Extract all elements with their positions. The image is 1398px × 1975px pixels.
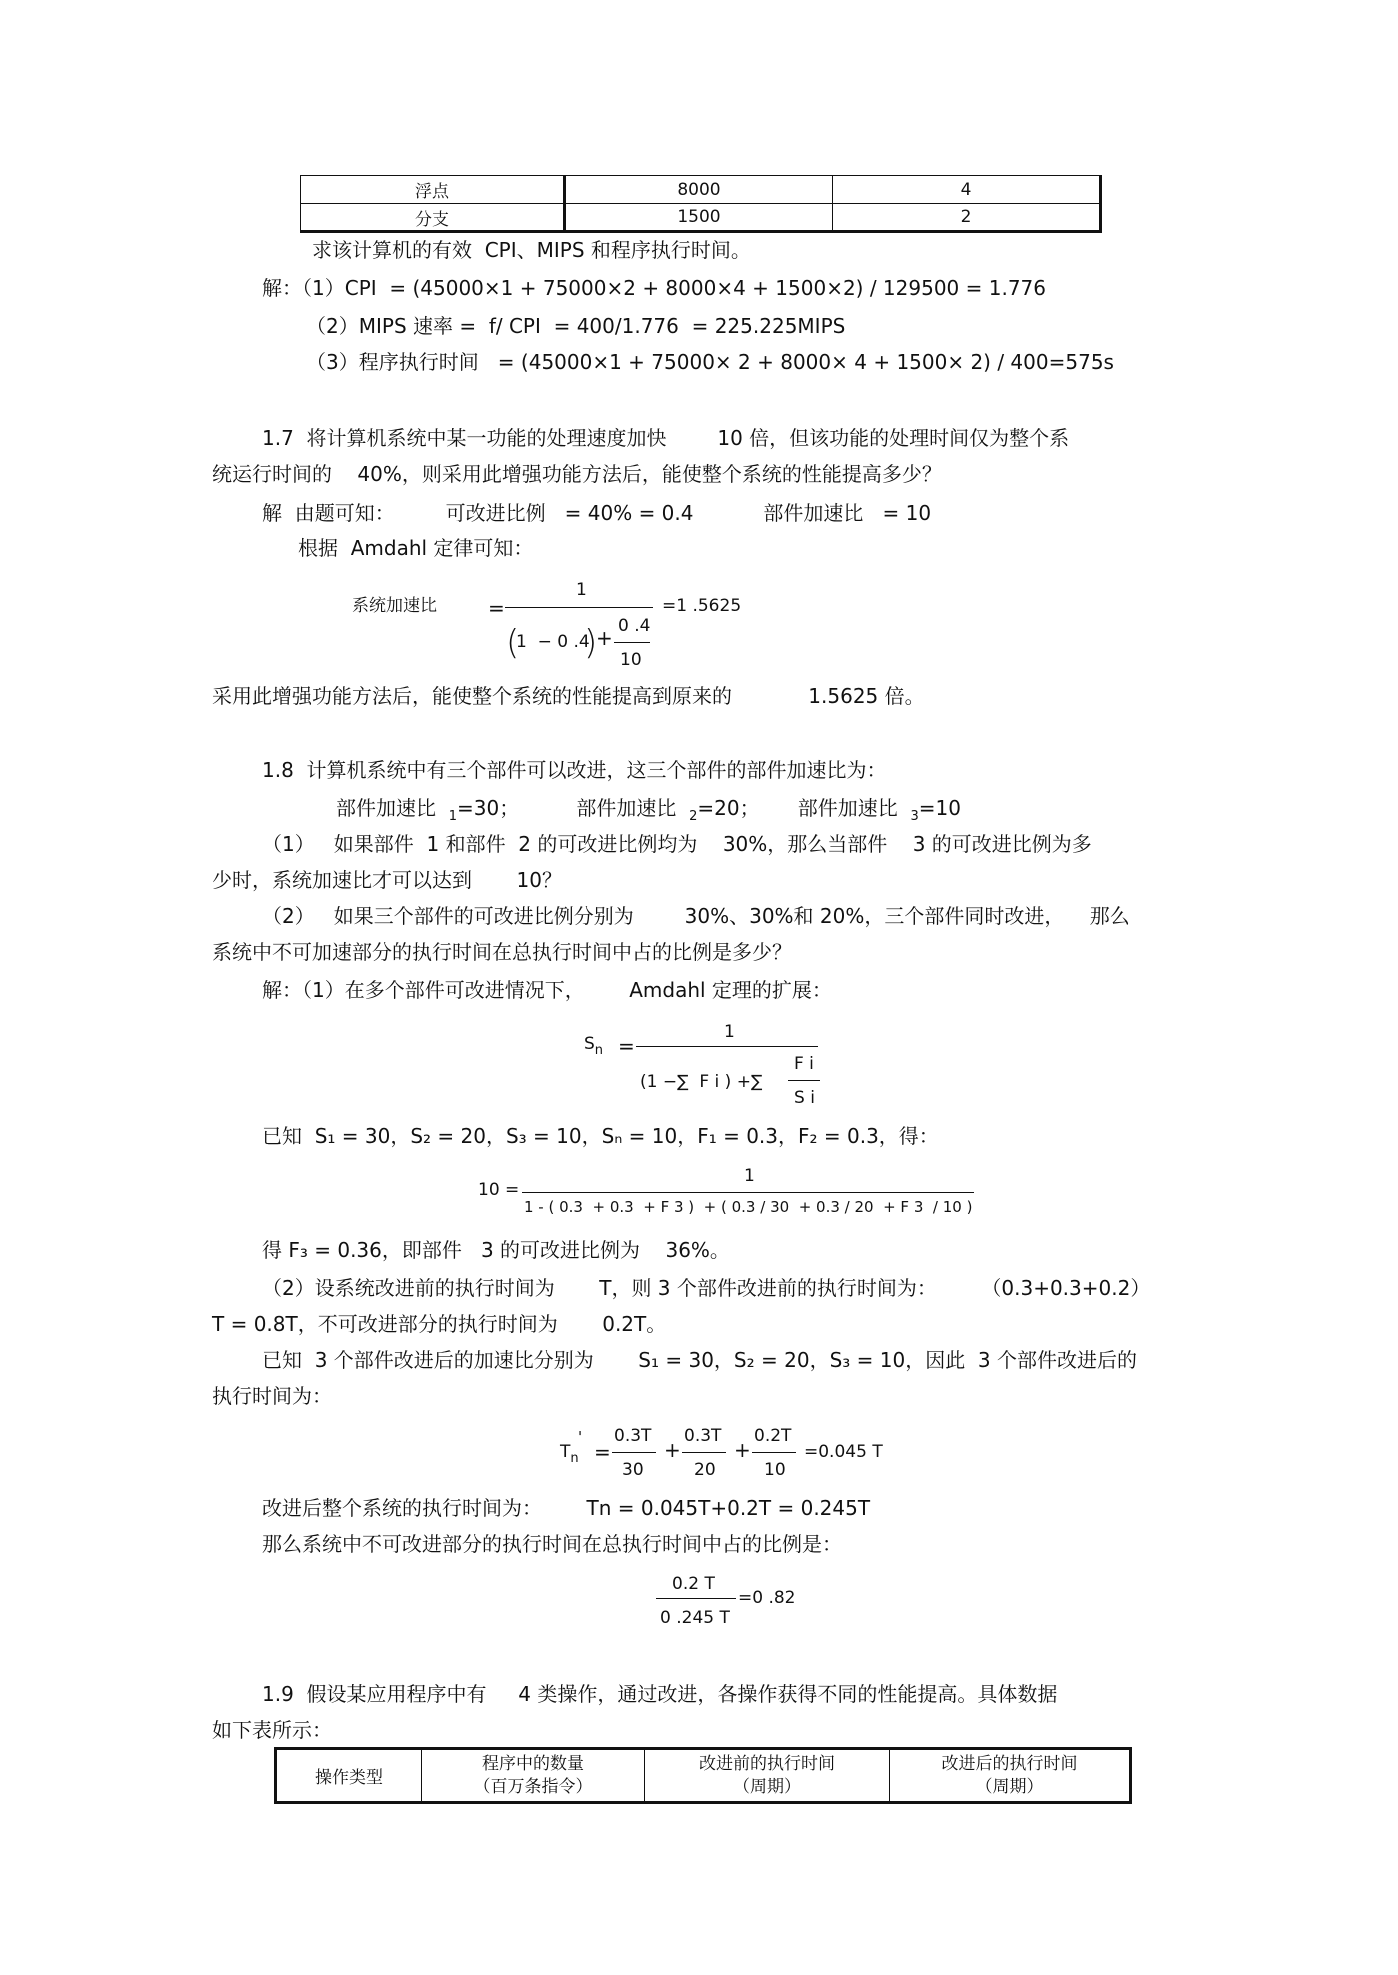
- instruction-mix-table: [300, 175, 1102, 233]
- ratio-result: =0 .82: [738, 1588, 796, 1608]
- total-exec-time: 改进后整个系统的执行时间为： Tn = 0.045T+0.2T = 0.245T: [262, 1496, 871, 1520]
- formula-label: 系统加速比: [352, 596, 437, 616]
- operations-table: [274, 1747, 1132, 1804]
- tn-fraction1-den: 30: [622, 1460, 644, 1480]
- table-cell: 1500: [565, 204, 833, 232]
- header-after: 改进后的执行时间 （周期）: [890, 1749, 1131, 1803]
- tn-plus: +: [664, 1438, 681, 1462]
- table-cell: 8000: [565, 176, 833, 204]
- f3-result: 得 F₃ = 0.36，即部件 3 的可改进比例为 36%。: [262, 1238, 730, 1262]
- tn-plus: +: [734, 1438, 751, 1462]
- part2-exec-time-label: 执行时间为：: [212, 1384, 332, 1408]
- part2-setup: （2）设系统改进前的执行时间为 T，则 3 个部件改进前的执行时间为： （0.3+0.3+0.2）: [262, 1276, 1151, 1300]
- table-cell: 分支: [301, 204, 565, 232]
- question-1-8-line1: 1.8 计算机系统中有三个部件可以改进，这三个部件的部件加速比为：: [262, 758, 887, 782]
- answer-mips: （2）MIPS 速率 = f/ CPI = 400/1.776 = 225.225MIPS: [306, 314, 846, 338]
- fraction-bar: [636, 1046, 818, 1047]
- answer-cpi: 解：（1）CPI = (45000×1 + 75000×2 + 8000×4 + 1500×2) / 129500 = 1.776: [262, 276, 1047, 300]
- sn-denominator: (1 −∑ F i ) +∑: [640, 1072, 763, 1092]
- tn-fraction1-num: 0.3T: [614, 1426, 652, 1446]
- question-1-8-part2b: 系统中不可加速部分的执行时间在总执行时间中占的比例是多少？: [212, 940, 792, 964]
- table-cell: 4: [833, 176, 1101, 204]
- fraction-bar: [612, 1452, 656, 1453]
- fraction-bar: [614, 642, 650, 643]
- component-speedups: 部件加速比 $_1$=30； 部件加速比 $_2$=20； 部件加速比 $_3$=10: [336, 796, 961, 824]
- fraction-bar: [788, 1080, 820, 1081]
- table-cell: 2: [833, 204, 1101, 232]
- solution-1-8-intro: 解：（1）在多个部件可改进情况下， Amdahl 定理的扩展：: [262, 978, 832, 1002]
- question-1-7-line2: 统运行时间的 40%，则采用此增强功能方法后，能使整个系统的性能提高多少？: [212, 462, 942, 486]
- answer-exec-time: （3）程序执行时间 = (45000×1 + 75000× 2 + 8000× 4 + 1500× 2) / 400=575s: [306, 350, 1114, 374]
- table-header-row: [276, 1749, 1131, 1803]
- tn-label: $T_n$: [560, 1442, 579, 1466]
- question-text: 求该计算机的有效 CPI、MIPS 和程序执行时间。: [312, 238, 751, 262]
- solution-given: 解 由题可知： 可改进比例 = 40% = 0.4 部件加速比 = 10: [262, 501, 932, 525]
- formula-sub-denominator: 10: [620, 650, 642, 670]
- question-1-9-line1: 1.9 假设某应用程序中有 4 类操作，通过改进，各操作获得不同的性能提高。具体数据: [262, 1682, 1058, 1706]
- tn-equals: =: [594, 1440, 611, 1464]
- part2-speedups: 已知 3 个部件改进后的加速比分别为 S₁ = 30，S₂ = 20，S₃ = 10，因此 3 个部件改进后的: [262, 1348, 1137, 1372]
- formula-equals: =: [488, 596, 505, 620]
- ratio-question: 那么系统中不可改进部分的执行时间在总执行时间中占的比例是：: [262, 1532, 842, 1556]
- formula-plus: +: [596, 626, 613, 650]
- header-count: 程序中的数量 （百万条指令）: [422, 1749, 645, 1803]
- fraction-bar: [682, 1452, 726, 1453]
- tn-fraction3-den: 10: [764, 1460, 786, 1480]
- paren-right: ): [584, 623, 598, 663]
- question-1-9-line2: 如下表所示：: [212, 1718, 332, 1742]
- header-op-type: 操作类型: [276, 1749, 422, 1803]
- fraction-bar: [522, 1192, 974, 1193]
- formula-result: =1 .5625: [662, 596, 742, 616]
- sn-si: S i: [794, 1088, 815, 1108]
- known-values: 已知 S₁ = 30，S₂ = 20，S₃ = 10，Sₙ = 10，F₁ = 0.3，F₂ = 0.3，得：: [262, 1124, 939, 1148]
- question-1-8-part2a: （2） 如果三个部件的可改进比例分别为 30%、30%和 20%，三个部件同时改进， 那么: [262, 904, 1130, 928]
- paren-left: (: [506, 623, 520, 663]
- header-before: 改进前的执行时间 （周期）: [645, 1749, 890, 1803]
- question-1-8-part1b: 少时，系统加速比才可以达到 10？: [212, 868, 562, 892]
- ten-denominator: 1 - ( 0.3 + 0.3 + F 3 ) + ( 0.3 / 30 + 0.3 / 20 + F 3 / 10 ): [524, 1198, 973, 1216]
- sn-equals: =: [618, 1034, 635, 1058]
- fraction-bar: [656, 1598, 736, 1599]
- formula-sub-numerator: 0 .4: [618, 616, 651, 636]
- table-row: [301, 176, 1101, 204]
- part2-unimprovable: T = 0.8T，不可改进部分的执行时间为 0.2T。: [212, 1312, 667, 1336]
- question-1-7-line1: 1.7 将计算机系统中某一功能的处理速度加快 10 倍，但该功能的处理时间仅为整个系: [262, 426, 1070, 450]
- formula-denominator: 1 − 0 .4: [516, 632, 590, 652]
- sn-label: $S_n$: [584, 1034, 604, 1058]
- tn-fraction2-num: 0.3T: [684, 1426, 722, 1446]
- sn-fi: F i: [794, 1054, 814, 1074]
- fraction-bar: [752, 1452, 796, 1453]
- fraction-bar: [505, 607, 653, 608]
- tn-result: =0.045 T: [804, 1442, 883, 1462]
- sn-numerator: 1: [724, 1022, 735, 1042]
- tn-prime: ': [578, 1428, 583, 1446]
- tn-fraction3-num: 0.2T: [754, 1426, 792, 1446]
- tn-fraction2-den: 20: [694, 1460, 716, 1480]
- solution-amdahl: 根据 Amdahl 定律可知：: [298, 536, 534, 560]
- conclusion-1-7: 采用此增强功能方法后，能使整个系统的性能提高到原来的 1.5625 倍。: [212, 684, 925, 708]
- table-cell: 浮点: [301, 176, 565, 204]
- ratio-numerator: 0.2 T: [672, 1574, 715, 1594]
- formula-numerator: 1: [576, 580, 587, 600]
- question-1-8-part1a: （1） 如果部件 1 和部件 2 的可改进比例均为 30%，那么当部件 3 的可改进比例为多: [262, 832, 1092, 856]
- ratio-denominator: 0 .245 T: [660, 1608, 730, 1628]
- table-row: [301, 204, 1101, 232]
- ten-label: 10 =: [478, 1180, 520, 1200]
- ten-numerator: 1: [744, 1166, 755, 1186]
